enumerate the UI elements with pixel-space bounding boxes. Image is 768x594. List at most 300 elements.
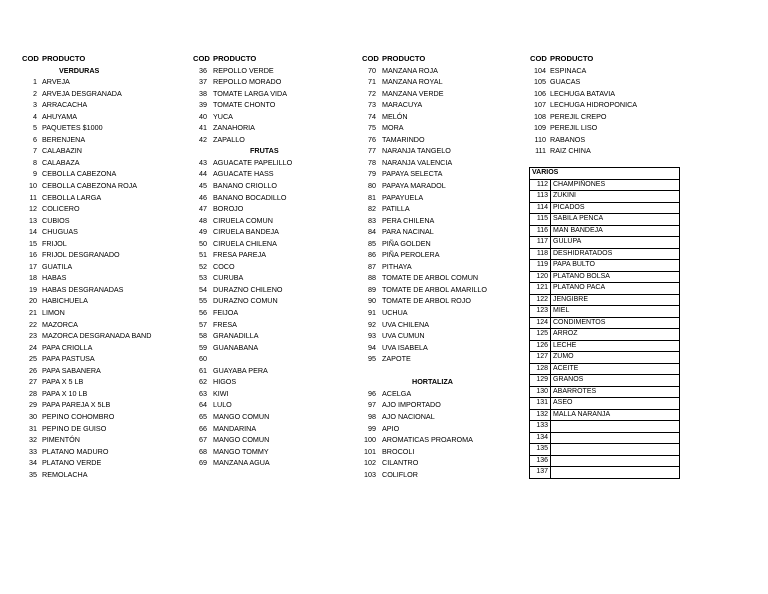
- product-name: PIÑA GOLDEN: [382, 238, 431, 248]
- product-code: 41: [199, 123, 207, 133]
- column-3: [362, 53, 502, 480]
- product-code: 120: [530, 271, 551, 283]
- product-name: MAN BANDEJA: [551, 225, 680, 237]
- product-name: TOMATE DE ARBOL COMUN: [382, 273, 479, 283]
- product-row: [22, 238, 162, 250]
- product-code: 83: [368, 215, 376, 225]
- product-row: [362, 168, 502, 180]
- product-name: GUAYABA PERA: [213, 365, 268, 375]
- product-name: ARROZ: [551, 329, 680, 341]
- product-name: MANZANA VERDE: [382, 88, 444, 98]
- product-name: REMOLACHA: [42, 469, 88, 479]
- product-name: HABICHUELA: [42, 296, 88, 306]
- cod-header: COD: [362, 54, 379, 63]
- varios-row: [530, 340, 680, 352]
- product-code: 73: [368, 100, 376, 110]
- varios-title: VARIOS: [530, 168, 680, 180]
- product-name: MELÓN: [382, 111, 408, 121]
- product-row: [193, 295, 333, 307]
- product-row: [193, 65, 333, 77]
- product-code: 122: [530, 294, 551, 306]
- product-name: FRIJOL: [42, 238, 67, 248]
- product-code: 15: [29, 238, 37, 248]
- product-code: 113: [530, 191, 551, 203]
- product-row: [362, 272, 502, 284]
- product-name: LIMON: [42, 308, 65, 318]
- product-row: [362, 180, 502, 192]
- product-name: AGUACATE PAPELILLO: [213, 157, 293, 167]
- section-title: FRUTAS: [250, 146, 279, 156]
- product-name: CEBOLLA LARGA: [42, 192, 102, 202]
- varios-row: [530, 191, 680, 203]
- product-name: TOMATE CHONTO: [213, 100, 276, 110]
- product-name: [551, 444, 680, 456]
- section-row: [362, 376, 502, 388]
- product-name: BANANO CRIOLLO: [213, 181, 277, 191]
- product-code: 94: [368, 342, 376, 352]
- product-name: AROMATICAS PROAROMA: [382, 435, 473, 445]
- product-code: 106: [534, 88, 546, 98]
- product-code: 59: [199, 342, 207, 352]
- product-name: FEIJOA: [213, 308, 239, 318]
- product-code: 62: [199, 377, 207, 387]
- product-code: 130: [530, 386, 551, 398]
- product-row: [193, 388, 333, 400]
- product-code: 43: [199, 157, 207, 167]
- product-code: 137: [530, 467, 551, 479]
- product-name: PLATANO PACA: [551, 283, 680, 295]
- product-code: 67: [199, 435, 207, 445]
- product-code: 66: [199, 423, 207, 433]
- product-row: [362, 446, 502, 458]
- product-name: GUACAS: [550, 77, 581, 87]
- product-code: 111: [535, 146, 546, 156]
- cod-header: COD: [193, 54, 210, 63]
- product-code: 71: [368, 77, 376, 87]
- product-name: RABANOS: [550, 134, 586, 144]
- product-code: 17: [29, 261, 37, 271]
- product-name: UVA CUMUN: [382, 331, 425, 341]
- product-name: BOROJO: [213, 204, 244, 214]
- product-code: 19: [29, 284, 37, 294]
- product-name: [551, 432, 680, 444]
- product-code: 76: [368, 134, 376, 144]
- product-row: [193, 330, 333, 342]
- product-name: UCHUA: [382, 308, 408, 318]
- product-name: GULUPA: [551, 237, 680, 249]
- product-name: COLICERO: [42, 204, 80, 214]
- product-code: 78: [368, 157, 376, 167]
- product-code: 13: [29, 215, 37, 225]
- product-row: [193, 457, 333, 469]
- varios-row: [530, 294, 680, 306]
- product-code: 47: [199, 204, 207, 214]
- product-name: MORA: [382, 123, 404, 133]
- section-row: [22, 65, 162, 77]
- product-row: [22, 157, 162, 169]
- product-code: 50: [199, 238, 207, 248]
- product-code: 124: [530, 317, 551, 329]
- product-name: TOMATE DE ARBOL AMARILLO: [382, 284, 487, 294]
- product-name: CHAMPIÑONES: [551, 179, 680, 191]
- product-name: PAPAYUELA: [382, 192, 424, 202]
- product-code: 3: [33, 100, 37, 110]
- product-row: [193, 353, 333, 365]
- product-code: 64: [199, 400, 207, 410]
- product-row: [362, 388, 502, 400]
- varios-row: [530, 409, 680, 421]
- product-code: 6: [33, 134, 37, 144]
- product-code: 109: [534, 123, 546, 133]
- product-name: MANGO COMUN: [213, 411, 270, 421]
- product-code: 70: [368, 65, 376, 75]
- product-row: [193, 238, 333, 250]
- product-row: [22, 353, 162, 365]
- product-code: 51: [199, 250, 207, 260]
- product-row: [22, 307, 162, 319]
- varios-row: [530, 202, 680, 214]
- cod-header: COD: [530, 54, 547, 63]
- product-row: [193, 411, 333, 423]
- product-name: MANGO COMUN: [213, 435, 270, 445]
- product-code: 35: [29, 469, 37, 479]
- product-code: 89: [368, 284, 376, 294]
- product-row: [22, 399, 162, 411]
- product-row: [362, 469, 502, 481]
- product-row: [193, 284, 333, 296]
- product-code: 118: [530, 248, 551, 260]
- product-row: [362, 226, 502, 238]
- product-name: ACEITE: [551, 363, 680, 375]
- product-code: 82: [368, 204, 376, 214]
- product-row: [362, 284, 502, 296]
- product-code: 29: [29, 400, 37, 410]
- product-code: 79: [368, 169, 376, 179]
- product-row: [22, 134, 162, 146]
- product-name: YUCA: [213, 111, 233, 121]
- product-name: RAIZ CHINA: [550, 146, 591, 156]
- product-code: 63: [199, 388, 207, 398]
- product-code: 75: [368, 123, 376, 133]
- varios-row: [530, 179, 680, 191]
- product-name: PAPA X 10 LB: [42, 388, 88, 398]
- product-code: 99: [368, 423, 376, 433]
- product-row: [362, 76, 502, 88]
- varios-row: [530, 306, 680, 318]
- product-code: 23: [29, 331, 37, 341]
- product-name: CEBOLLA CABEZONA ROJA: [42, 181, 138, 191]
- product-row: [362, 295, 502, 307]
- product-code: 24: [29, 342, 37, 352]
- product-row: [193, 168, 333, 180]
- product-row: [362, 145, 502, 157]
- product-name: PAPA PAREJA X 5LB: [42, 400, 111, 410]
- product-row: [193, 261, 333, 273]
- product-name: ZAPALLO: [213, 134, 245, 144]
- product-row: [22, 180, 162, 192]
- product-name: ARVEJA DESGRANADA: [42, 88, 122, 98]
- product-code: 46: [199, 192, 207, 202]
- product-row: [193, 122, 333, 134]
- product-code: 22: [29, 319, 37, 329]
- product-code: 11: [29, 192, 37, 202]
- product-name: COLIFLOR: [382, 469, 418, 479]
- product-code: 7: [33, 146, 37, 156]
- product-code: 108: [534, 111, 546, 121]
- product-row: [193, 99, 333, 111]
- product-code: 65: [199, 411, 207, 421]
- varios-row: [530, 225, 680, 237]
- product-name: FRESA PAREJA: [213, 250, 266, 260]
- product-code: 14: [29, 227, 37, 237]
- product-code: 39: [199, 100, 207, 110]
- product-name: FRIJOL DESGRANADO: [42, 250, 120, 260]
- product-code: 55: [199, 296, 207, 306]
- product-row: [193, 434, 333, 446]
- product-row: [22, 423, 162, 435]
- product-code: 30: [29, 411, 37, 421]
- varios-row: [530, 237, 680, 249]
- product-code: 92: [368, 319, 376, 329]
- product-row: [193, 376, 333, 388]
- product-name: CEBOLLA CABEZONA: [42, 169, 117, 179]
- product-code: 61: [199, 365, 207, 375]
- product-row: [22, 434, 162, 446]
- product-name: MALLA NARANJA: [551, 409, 680, 421]
- product-name: MANZANA ROYAL: [382, 77, 443, 87]
- product-name: PAPA X 5 LB: [42, 377, 84, 387]
- product-code: 104: [534, 65, 546, 75]
- varios-row: [530, 214, 680, 226]
- product-name: MANZANA AGUA: [213, 458, 270, 468]
- product-code: 1: [33, 77, 37, 87]
- product-code: 32: [29, 435, 37, 445]
- product-row: [362, 342, 502, 354]
- product-code: 25: [29, 354, 37, 364]
- product-code: 12: [29, 204, 37, 214]
- product-row: [362, 457, 502, 469]
- product-code: 114: [530, 202, 551, 214]
- varios-row: [530, 455, 680, 467]
- product-row: [193, 399, 333, 411]
- varios-row: [530, 283, 680, 295]
- product-name: [551, 455, 680, 467]
- product-code: 60: [199, 354, 207, 364]
- product-name: CALABAZA: [42, 157, 80, 167]
- product-row: [22, 330, 162, 342]
- product-row: [193, 215, 333, 227]
- product-code: 72: [368, 88, 376, 98]
- product-name: MAZORCA DESGRANADA BAND: [42, 331, 152, 341]
- producto-header: PRODUCTO: [550, 54, 594, 63]
- product-row: [22, 249, 162, 261]
- product-row: [22, 388, 162, 400]
- product-row: [193, 272, 333, 284]
- product-name: PAPAYA MARADOL: [382, 181, 446, 191]
- product-name: ZANAHORIA: [213, 123, 255, 133]
- product-name: LECHUGA BATAVIA: [550, 88, 616, 98]
- product-name: MAZORCA: [42, 319, 78, 329]
- product-row: [362, 307, 502, 319]
- product-name: BANANO BOCADILLO: [213, 192, 287, 202]
- product-name: PEPINO DE GUISO: [42, 423, 107, 433]
- varios-header-row: [530, 168, 680, 180]
- product-row: [193, 446, 333, 458]
- product-name: BERENJENA: [42, 134, 86, 144]
- product-code: 132: [530, 409, 551, 421]
- product-code: 88: [368, 273, 376, 283]
- product-name: FRESA: [213, 319, 237, 329]
- product-name: PEPINO COHOMBRO: [42, 411, 115, 421]
- product-name: LECHE: [551, 340, 680, 352]
- varios-row: [530, 432, 680, 444]
- product-code: 45: [199, 181, 207, 191]
- product-name: BROCOLI: [382, 446, 415, 456]
- product-code: 40: [199, 111, 207, 121]
- product-name: HIGOS: [213, 377, 237, 387]
- product-name: AGUACATE HASS: [213, 169, 274, 179]
- product-row: [22, 295, 162, 307]
- product-name: CILANTRO: [382, 458, 419, 468]
- product-name: CIRUELA COMUN: [213, 215, 273, 225]
- product-row: [362, 411, 502, 423]
- product-code: 134: [530, 432, 551, 444]
- product-code: 77: [368, 146, 376, 156]
- product-row: [362, 65, 502, 77]
- product-row: [530, 65, 670, 77]
- product-row: [22, 192, 162, 204]
- product-row: [22, 145, 162, 157]
- product-row: [193, 111, 333, 123]
- product-row: [22, 261, 162, 273]
- product-name: ZAPOTE: [382, 354, 411, 364]
- varios-row: [530, 421, 680, 433]
- product-code: 36: [199, 65, 207, 75]
- product-row: [362, 238, 502, 250]
- product-code: 112: [530, 179, 551, 191]
- product-name: CURUBA: [213, 273, 244, 283]
- varios-row: [530, 375, 680, 387]
- product-code: 117: [530, 237, 551, 249]
- product-name: ESPINACA: [550, 65, 587, 75]
- product-name: PATILLA: [382, 204, 410, 214]
- product-name: CALABAZIN: [42, 146, 82, 156]
- product-code: 96: [368, 388, 376, 398]
- product-code: 97: [368, 400, 376, 410]
- product-code: 37: [199, 77, 207, 87]
- blank-row: [362, 365, 502, 377]
- varios-row: [530, 352, 680, 364]
- varios-row: [530, 271, 680, 283]
- varios-row: [530, 444, 680, 456]
- product-name: MARACUYA: [382, 100, 423, 110]
- product-row: [362, 215, 502, 227]
- product-name: JENGIBRE: [551, 294, 680, 306]
- product-name: AHUYAMA: [42, 111, 78, 121]
- product-name: MANZANA ROJA: [382, 65, 438, 75]
- product-name: NARANJA VALENCIA: [382, 157, 453, 167]
- product-code: 49: [199, 227, 207, 237]
- product-code: 101: [364, 446, 376, 456]
- product-name: MANDARINA: [213, 423, 257, 433]
- product-name: CUBIOS: [42, 215, 70, 225]
- product-row: [22, 99, 162, 111]
- product-name: APIO: [382, 423, 400, 433]
- product-name: PLATANO VERDE: [42, 458, 102, 468]
- product-row: [22, 215, 162, 227]
- product-name: [551, 421, 680, 433]
- product-name: TOMATE DE ARBOL ROJO: [382, 296, 471, 306]
- product-code: 4: [33, 111, 37, 121]
- product-code: 87: [368, 261, 376, 271]
- product-name: ARVEJA: [42, 77, 70, 87]
- product-code: 125: [530, 329, 551, 341]
- product-code: 126: [530, 340, 551, 352]
- product-name: PIÑA PEROLERA: [382, 250, 440, 260]
- product-name: KIWI: [213, 388, 229, 398]
- product-code: 16: [29, 250, 37, 260]
- product-name: ABARROTES: [551, 386, 680, 398]
- product-code: 28: [29, 388, 37, 398]
- product-row: [22, 411, 162, 423]
- product-name: DURAZNO COMUN: [213, 296, 278, 306]
- product-row: [193, 249, 333, 261]
- product-code: 86: [368, 250, 376, 260]
- product-code: 80: [368, 181, 376, 191]
- product-row: [22, 122, 162, 134]
- product-row: [362, 434, 502, 446]
- product-name: TAMARINDO: [382, 134, 425, 144]
- product-name: PLATANO BOLSA: [551, 271, 680, 283]
- product-code: 27: [29, 377, 37, 387]
- product-code: 33: [29, 446, 37, 456]
- column-4: [530, 53, 670, 157]
- product-name: GRANADILLA: [213, 331, 259, 341]
- product-row: [22, 203, 162, 215]
- product-code: 9: [33, 169, 37, 179]
- product-row: [362, 99, 502, 111]
- product-name: CHUGUAS: [42, 227, 78, 237]
- product-code: 93: [368, 331, 376, 341]
- product-row: [22, 226, 162, 238]
- product-name: SABILA PENCA: [551, 214, 680, 226]
- product-code: 90: [368, 296, 376, 306]
- product-row: [530, 122, 670, 134]
- header-row: [22, 53, 162, 65]
- product-code: 10: [29, 181, 37, 191]
- product-code: 5: [33, 123, 37, 133]
- product-code: 128: [530, 363, 551, 375]
- varios-row: [530, 386, 680, 398]
- product-name: NARANJA TANGELO: [382, 146, 451, 156]
- product-row: [22, 284, 162, 296]
- product-code: 31: [29, 423, 37, 433]
- product-code: 2: [33, 88, 37, 98]
- product-row: [362, 353, 502, 365]
- product-name: HABAS DESGRANADAS: [42, 284, 124, 294]
- product-name: DURAZNO CHILENO: [213, 284, 283, 294]
- product-code: 52: [199, 261, 207, 271]
- product-name: [551, 467, 680, 479]
- product-code: 105: [534, 77, 546, 87]
- product-code: 20: [29, 296, 37, 306]
- product-row: [193, 180, 333, 192]
- varios-row: [530, 467, 680, 479]
- product-row: [362, 122, 502, 134]
- product-name: ARRACACHA: [42, 100, 88, 110]
- product-row: [22, 457, 162, 469]
- product-name: GRANOS: [551, 375, 680, 387]
